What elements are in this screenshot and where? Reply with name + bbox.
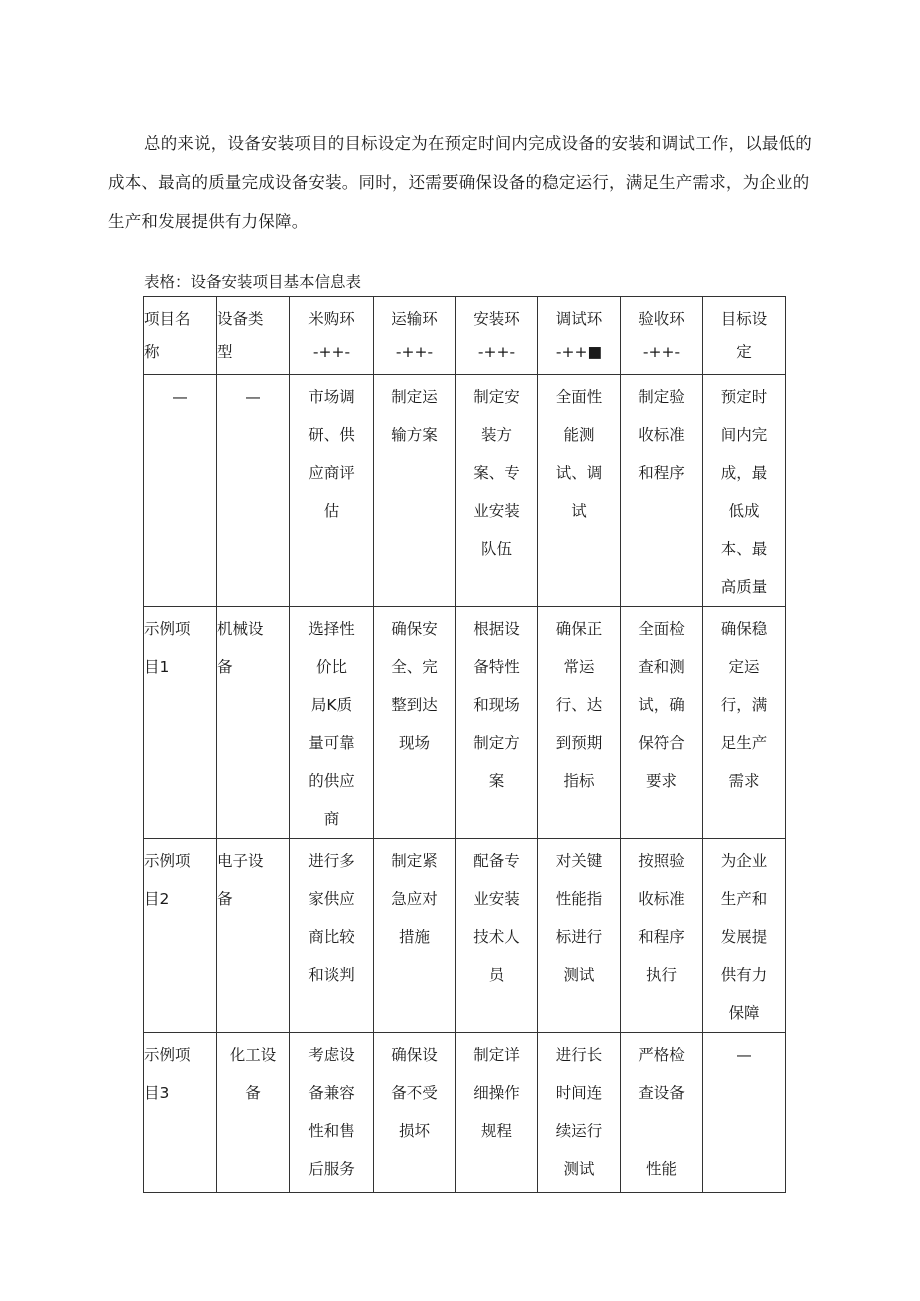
table-cell: 电子设 备 [217, 839, 290, 1033]
table-row [144, 375, 786, 607]
table-cell: 全面性 能测 试、调 试 [538, 375, 621, 607]
table-cell: 根据设 备特性 和现场 制定方 案 [456, 607, 538, 839]
table-cell: 示例项 目1 [144, 607, 217, 839]
table-cell: 对关键 性能指 标进行 测试 [538, 839, 621, 1033]
table-row [144, 839, 786, 1033]
header-equipment-type: 设备类 型 [217, 297, 290, 375]
table-cell: 按照验 收标准 和程序 执行 [621, 839, 703, 1033]
table-cell: 为企业 生产和 发展提 供有力 保障 [703, 839, 786, 1033]
table-cell: 制定运 输方案 [374, 375, 456, 607]
header-project-name: 项目名 称 [144, 297, 217, 375]
header-acceptance: 验收环 -++- [621, 297, 703, 375]
table-cell: 制定详 细操作 规程 [456, 1033, 538, 1193]
table-cell: 配备专 业安装 技术人 员 [456, 839, 538, 1033]
table-cell: 确保设 备不受 损坏 [374, 1033, 456, 1193]
table-cell: — [217, 375, 290, 607]
header-commissioning: 调试环 -++■ [538, 297, 621, 375]
table-cell: 选择性 价比 局K质 量可靠 的供应 商 [290, 607, 374, 839]
table-cell: 进行长 时间连 续运行 测试 [538, 1033, 621, 1193]
table-caption: 表格：设备安装项目基本信息表 [144, 273, 362, 291]
header-installation: 安装环 -++- [456, 297, 538, 375]
table-cell: 制定验 收标准 和程序 [621, 375, 703, 607]
table-cell: 化工设 备 [217, 1033, 290, 1193]
table-row [144, 1033, 786, 1193]
header-procurement: 米购环 -++- [290, 297, 374, 375]
table-cell: 确保稳 定运 行，满 足生产 需求 [703, 607, 786, 839]
table-cell: 预定时 间内完 成，最 低成 本、最 高质量 [703, 375, 786, 607]
table-cell: 全面检 查和测 试，确 保符合 要求 [621, 607, 703, 839]
table-cell: — [144, 375, 217, 607]
table-cell: 市场调 研、供 应商评 估 [290, 375, 374, 607]
body-paragraph: 总的来说，设备安装项目的目标设定为在预定时间内完成设备的安装和调试工作，以最低的成本、最高的质量完成设备安装。同时，还需要确保设备的稳定运行，满足生产需求，为企业的生产和发展提供有力保障。 [108, 134, 812, 231]
table-cell: 示例项 目3 [144, 1033, 217, 1193]
table-cell: 示例项 目2 [144, 839, 217, 1033]
table-cell: 严格检 查设备 性能 [621, 1033, 703, 1193]
table-cell: 制定紧 急应对 措施 [374, 839, 456, 1033]
table-cell: 制定安 装方 案、专 业安装 队伍 [456, 375, 538, 607]
table-cell: 机械设 备 [217, 607, 290, 839]
table-cell: 确保安 全、完 整到达 现场 [374, 607, 456, 839]
header-transport: 运输环 -++- [374, 297, 456, 375]
table-cell: 进行多 家供应 商比较 和谈判 [290, 839, 374, 1033]
table-cell: — [703, 1033, 786, 1193]
project-info-table [143, 296, 786, 1193]
table-row [144, 607, 786, 839]
header-goal: 目标设 定 [703, 297, 786, 375]
table-cell: 确保正 常运 行、达 到预期 指标 [538, 607, 621, 839]
table-cell: 考虑设 备兼容 性和售 后服务 [290, 1033, 374, 1193]
table-header-row [144, 297, 786, 375]
